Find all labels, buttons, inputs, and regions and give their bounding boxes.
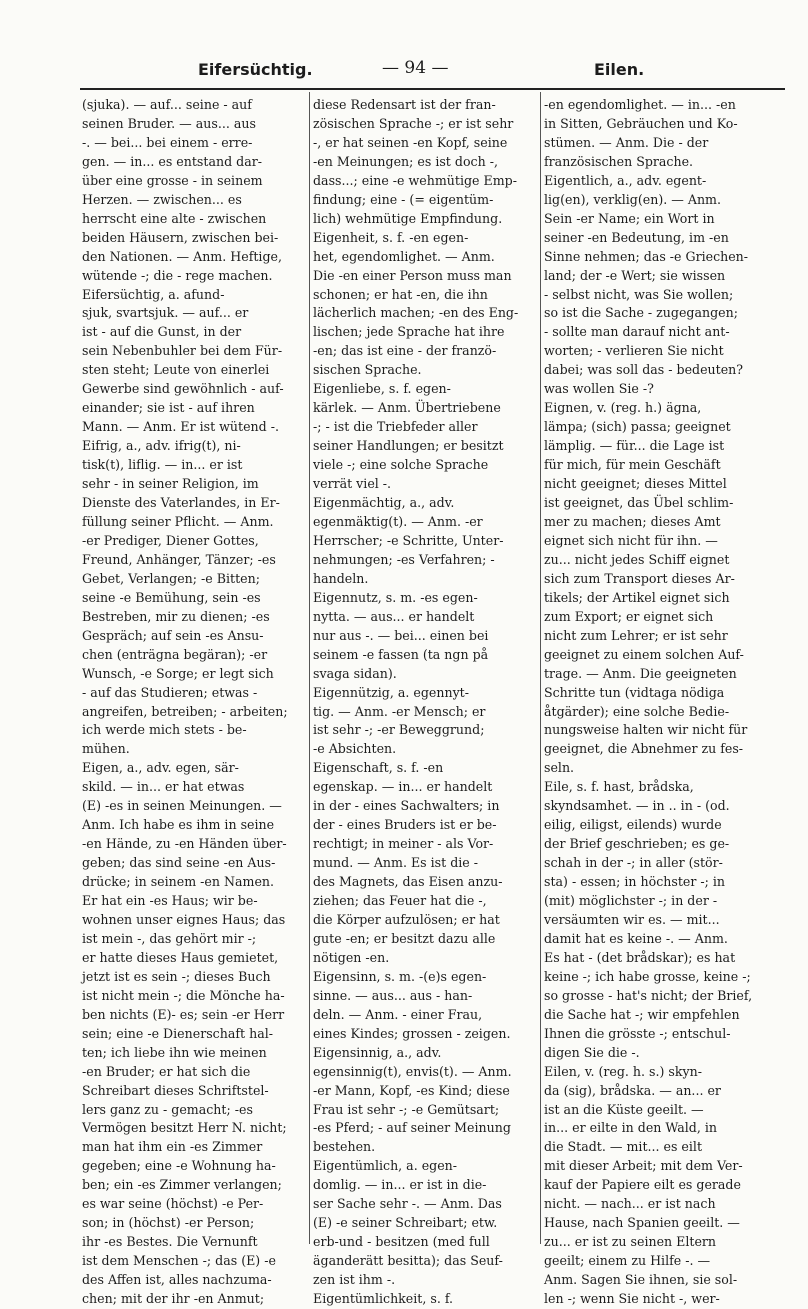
text-line: ich werde mich stets - be-: [82, 722, 247, 738]
text-line: ben nichts (E)- es; sein -er Herr: [82, 1006, 285, 1022]
text-line: wütende -; die - rege machen.: [82, 267, 273, 283]
text-line: er hatte dieses Haus gemietet,: [82, 949, 279, 965]
text-line: damit hat es keine -. — Anm.: [544, 930, 728, 946]
text-line: Gespräch; auf sein -es Ansu-: [82, 627, 264, 643]
text-line: (mit) möglichster -; in der -: [544, 893, 718, 909]
text-line: die Körper aufzulösen; er hat: [313, 911, 500, 927]
text-line: - sollte man darauf nicht ant-: [544, 324, 730, 340]
text-line: lämplig. — für... die Lage ist: [544, 438, 725, 454]
text-line: skyndsamhet. — in .. in - (od.: [544, 798, 730, 814]
header-rule: [80, 88, 785, 90]
text-line: diese Redensart ist der fran-: [313, 97, 496, 112]
text-line: in Sitten, Gebräuchen und Ko-: [544, 115, 738, 131]
text-line: seiner Handlungen; er besitzt: [313, 438, 504, 454]
text-line: seine -e Bemühung, sein -es: [82, 589, 261, 605]
text-line: sten steht; Leute von einerlei: [82, 362, 270, 378]
text-line: nehmungen; -es Verfahren; -: [313, 551, 495, 567]
text-line: worten; - verlieren Sie nicht: [544, 343, 724, 359]
text-line: man hat ihm ein -es Zimmer: [82, 1139, 263, 1155]
text-line: Ihnen die grösste -; entschul-: [544, 1025, 731, 1041]
text-line: svaga sidan).: [313, 665, 397, 681]
text-line: Dienste des Vaterlandes, in Er-: [82, 495, 280, 511]
text-line: Herrscher; -e Schritte, Unter-: [313, 532, 504, 548]
text-line: seln.: [544, 760, 575, 776]
text-line: sta) - essen; in höchster -; in: [544, 874, 726, 890]
text-line: ziehen; das Feuer hat die -,: [313, 893, 487, 909]
text-line: (sjuka). — auf... seine - auf: [82, 97, 252, 112]
text-line: wohnen unser eignes Haus; das: [82, 911, 286, 927]
text-line: herrscht eine alte - zwischen: [82, 210, 267, 226]
text-line: gegeben; eine -e Wohnung ha-: [82, 1158, 276, 1174]
text-line: angreifen, betreiben; - arbeiten;: [82, 703, 288, 719]
text-line: Eigennutz, s. m. -es egen-: [313, 589, 478, 605]
text-line: Eile, s. f. hast, brådska,: [544, 779, 694, 795]
text-line: so ist die Sache - zugegangen;: [544, 305, 738, 321]
text-line: -en egendomlighet. — in... -en: [544, 97, 736, 112]
text-line: tig. — Anm. -er Mensch; er: [313, 703, 486, 719]
text-line: Sein -er Name; ein Wort in: [544, 210, 715, 226]
text-line: ist nicht mein -; die Mönche ha-: [82, 987, 285, 1003]
text-line: egenmäktig(t). — Anm. -er: [313, 513, 483, 529]
text-line: egenskap. — in... er handelt: [313, 779, 493, 795]
text-line: Eigenmächtig, a., adv.: [313, 495, 455, 511]
text-line: domlig. — in... er ist in die-: [313, 1177, 487, 1193]
text-line: sinne. — aus... aus - han-: [313, 987, 473, 1003]
text-line: ser Sache sehr -. — Anm. Das: [313, 1196, 502, 1212]
text-line: handeln.: [313, 570, 369, 586]
text-line: des Affen ist, alles nachzuma-: [82, 1272, 272, 1288]
text-line: geeignet, die Abnehmer zu fes-: [544, 741, 744, 757]
text-line: -, er hat seinen -en Kopf, seine: [313, 134, 508, 150]
text-line: viele -; eine solche Sprache: [313, 457, 489, 473]
text-line: geeignet zu einem solchen Auf-: [544, 646, 744, 662]
text-line: seiner -en Bedeutung, im -en: [544, 229, 729, 245]
text-line: Die -en einer Person muss man: [313, 267, 512, 283]
text-line: Herzen. — zwischen... es: [82, 191, 242, 207]
text-line: bestehen.: [313, 1139, 376, 1155]
text-line: land; der -e Wert; sie wissen: [544, 267, 726, 283]
text-line: Eigen, a., adv. egen, sär-: [82, 760, 239, 776]
text-line: gen. — in... es entstand dar-: [82, 153, 262, 169]
text-line: kärlek. — Anm. Übertriebene: [313, 400, 501, 416]
text-line: füllung seiner Pflicht. — Anm.: [82, 513, 274, 529]
text-line: ben; ein -es Zimmer verlangen;: [82, 1177, 282, 1193]
text-line: seinem -e fassen (ta ngn på: [313, 646, 489, 662]
text-line: lig(en), verklig(en). — Anm.: [544, 191, 721, 207]
text-line: ihr -es Bestes. Die Vernunft: [82, 1234, 258, 1250]
text-line: chen (enträgna begäran); -er: [82, 646, 268, 662]
text-line: nicht geeignet; dieses Mittel: [544, 476, 727, 492]
text-line: versäumten wir es. — mit...: [544, 911, 720, 927]
text-line: zen ist ihm -.: [313, 1272, 396, 1288]
text-line: ist mein -, das gehört mir -;: [82, 930, 257, 946]
text-line: åtgärder); eine solche Bedie-: [544, 703, 730, 719]
text-line: Eifersüchtig, a. afund-: [82, 286, 225, 302]
text-line: die Stadt. — mit... es eilt: [544, 1139, 702, 1155]
text-line: -en Meinungen; es ist doch -,: [313, 153, 498, 169]
text-line: mühen.: [82, 741, 130, 757]
text-line: -en; das ist eine - der franzö-: [313, 343, 497, 359]
text-line: nötigen -en.: [313, 949, 390, 965]
text-line: Eigenliebe, s. f. egen-: [313, 381, 451, 397]
text-line: deln. — Anm. - einer Frau,: [313, 1006, 483, 1022]
text-line: ten; ich liebe ihn wie meinen: [82, 1044, 267, 1060]
text-line: Eigenschaft, s. f. -en: [313, 760, 444, 776]
text-line: sich zum Transport dieses Ar-: [544, 570, 735, 586]
text-line: lers ganz zu - gemacht; -es: [82, 1101, 253, 1117]
text-line: Eigentümlich, a. egen-: [313, 1158, 458, 1174]
text-line: -en Bruder; er hat sich die: [82, 1063, 251, 1079]
text-line: Anm. Sagen Sie ihnen, sie sol-: [544, 1272, 738, 1288]
text-line: lich) wehmütige Empfindung.: [313, 210, 503, 226]
text-line: schonen; er hat -en, die ihn: [313, 286, 488, 302]
text-line: beiden Häusern, zwischen bei-: [82, 229, 279, 245]
text-line: einander; sie ist - auf ihren: [82, 400, 255, 416]
text-line: der Brief geschrieben; es ge-: [544, 836, 730, 852]
text-line: drücke; in seinem -en Namen.: [82, 874, 275, 890]
text-line: Wunsch, -e Sorge; er legt sich: [82, 665, 274, 681]
text-line: schah in der -; in aller (stör-: [544, 855, 723, 871]
text-line: dass...; eine -e wehmütige Emp-: [313, 172, 517, 188]
text-line: dabei; was soll das - bedeuten?: [544, 362, 744, 378]
text-line: die Sache hat -; wir empfehlen: [544, 1006, 740, 1022]
text-line: Gebet, Verlangen; -e Bitten;: [82, 570, 260, 586]
text-line: sjuk, svartsjuk. — auf... er: [82, 305, 249, 321]
text-line: Er hat ein -es Haus; wir be-: [82, 893, 258, 909]
text-line: geben; das sind seine -en Aus-: [82, 855, 276, 871]
text-line: mund. — Anm. Es ist die -: [313, 855, 478, 871]
text-line: kauf der Papiere eilt es gerade: [544, 1177, 741, 1193]
text-line: nicht zum Lehrer; er ist sehr: [544, 627, 728, 643]
column-1: [82, 96, 308, 1307]
text-line: findung; eine - (= eigentüm-: [313, 191, 494, 207]
text-line: -es Pferd; - auf seiner Meinung: [313, 1120, 511, 1136]
text-line: mer zu machen; dieses Amt: [544, 513, 721, 529]
text-line: nytta. — aus... er handelt: [313, 608, 475, 624]
text-line: Es hat - (det brådskar); es hat: [544, 949, 736, 965]
text-line: verrät viel -.: [313, 476, 392, 492]
column-3: [544, 96, 770, 1307]
text-line: für mich, für mein Geschäft: [544, 457, 721, 473]
text-line: nungsweise halten wir nicht für: [544, 722, 748, 738]
text-line: Mann. — Anm. Er ist wütend -.: [82, 419, 279, 435]
text-line: zösischen Sprache -; er ist sehr: [313, 115, 514, 131]
text-line: den Nationen. — Anm. Heftige,: [82, 248, 282, 264]
text-line: Eigenheit, s. f. -en egen-: [313, 229, 469, 245]
text-line: Eigentümlichkeit, s. f.: [313, 1291, 454, 1307]
text-line: egensinnig(t), envis(t). — Anm.: [313, 1063, 512, 1079]
text-line: ist sehr -; -er Beweggrund;: [313, 722, 485, 738]
text-line: len -; wenn Sie nicht -, wer-: [544, 1291, 720, 1307]
text-line: Bestreben, mir zu dienen; -es: [82, 608, 270, 624]
text-line: -; - ist die Triebfeder aller: [313, 419, 478, 435]
text-line: het, egendomlighet. — Anm.: [313, 248, 495, 264]
text-line: da (sig), brådska. — an... er: [544, 1082, 721, 1098]
text-line: geeilt; einem zu Hilfe -. —: [544, 1253, 711, 1269]
text-line: Freund, Anhänger, Tänzer; -es: [82, 551, 276, 567]
column-divider-2: [540, 92, 541, 1244]
text-line: ist - auf die Gunst, in der: [82, 324, 242, 340]
text-line: äganderätt besitta); das Seuf-: [313, 1253, 503, 1269]
text-line: französischen Sprache.: [544, 153, 694, 169]
text-line: mit dieser Arbeit; mit dem Ver-: [544, 1158, 743, 1174]
text-line: eignet sich nicht für ihn. —: [544, 532, 718, 548]
text-line: keine -; ich habe grosse, keine -;: [544, 968, 751, 984]
text-line: Sinne nehmen; das -e Griechen-: [544, 248, 749, 264]
text-line: es war seine (höchst) -e Per-: [82, 1196, 264, 1212]
text-line: - selbst nicht, was Sie wollen;: [544, 286, 734, 302]
text-line: Schreibart dieses Schriftstel-: [82, 1082, 269, 1098]
text-line: -er Mann, Kopf, -es Kind; diese: [313, 1082, 510, 1098]
text-line: stümen. — Anm. Die - der: [544, 134, 709, 150]
text-line: des Magnets, das Eisen anzu-: [313, 874, 503, 890]
text-line: -. — bei... bei einem - erre-: [82, 134, 253, 150]
text-line: Eigentlich, a., adv. egent-: [544, 172, 707, 188]
text-line: der - eines Bruders ist er be-: [313, 817, 497, 833]
text-line: (E) -e seiner Schreibart; etw.: [313, 1215, 498, 1231]
text-line: ist an die Küste geeilt. —: [544, 1101, 704, 1117]
text-line: in... er eilte in den Wald, in: [544, 1120, 718, 1136]
text-line: -e Absichten.: [313, 741, 397, 757]
text-line: trage. — Anm. Die geeigneten: [544, 665, 737, 681]
page-header: [70, 56, 770, 86]
text-line: -en Hände, zu -en Händen über-: [82, 836, 287, 852]
text-line: Vermögen besitzt Herr N. nicht;: [82, 1120, 287, 1136]
text-line: Eigennützig, a. egennyt-: [313, 684, 469, 700]
text-line: tikels; der Artikel eignet sich: [544, 589, 730, 605]
text-line: Eifrig, a., adv. ifrig(t), ni-: [82, 438, 241, 454]
text-line: ist dem Menschen -; das (E) -e: [82, 1253, 276, 1269]
text-line: lischen; jede Sprache hat ihre: [313, 324, 505, 340]
text-line: lämpa; (sich) passa; geeignet: [544, 419, 731, 435]
text-line: ist geeignet, das Übel schlim-: [544, 495, 734, 511]
text-line: über eine grosse - in seinem: [82, 172, 263, 188]
text-line: digen Sie die -.: [544, 1044, 640, 1060]
text-line: jetzt ist es sein -; dieses Buch: [82, 968, 271, 984]
text-line: Frau ist sehr -; -e Gemütsart;: [313, 1101, 500, 1117]
header-left-headword: Eifersüchtig.: [198, 60, 313, 79]
text-line: sein Nebenbuhler bei dem Für-: [82, 343, 283, 359]
text-line: skild. — in... er hat etwas: [82, 779, 245, 795]
page-number: — 94 —: [382, 58, 449, 78]
text-line: so grosse - hat's nicht; der Brief,: [544, 987, 753, 1003]
text-line: tisk(t), liflig. — in... er ist: [82, 457, 243, 473]
text-line: eilig, eiligst, eilends) wurde: [544, 817, 722, 833]
text-line: Eigensinn, s. m. -(e)s egen-: [313, 968, 487, 984]
text-line: chen; mit der ihr -en Anmut;: [82, 1291, 265, 1307]
text-line: Eignen, v. (reg. h.) ägna,: [544, 400, 702, 416]
text-line: Schritte tun (vidtaga nödiga: [544, 684, 725, 700]
text-line: Hause, nach Spanien geeilt. —: [544, 1215, 740, 1231]
text-line: seinen Bruder. — aus... aus: [82, 115, 256, 131]
text-line: eines Kindes; grossen - zeigen.: [313, 1025, 511, 1041]
text-line: Eilen, v. (reg. h. s.) skyn-: [544, 1063, 702, 1079]
text-line: Eigensinnig, a., adv.: [313, 1044, 442, 1060]
column-2: [313, 96, 539, 1307]
text-line: zu... nicht jedes Schiff eignet: [544, 551, 730, 567]
text-line: sein; eine -e Dienerschaft hal-: [82, 1025, 273, 1041]
text-line: gute -en; er besitzt dazu alle: [313, 930, 496, 946]
text-line: son; in (höchst) -er Person;: [82, 1215, 255, 1231]
text-line: in der - eines Sachwalters; in: [313, 798, 500, 814]
text-line: rechtigt; in meiner - als Vor-: [313, 836, 494, 852]
text-line: zu... er ist zu seinen Eltern: [544, 1234, 717, 1250]
text-line: nicht. — nach... er ist nach: [544, 1196, 716, 1212]
column-divider-1: [309, 92, 310, 1244]
text-line: sischen Sprache.: [313, 362, 422, 378]
text-line: (E) -es in seinen Meinungen. —: [82, 798, 282, 814]
text-line: nur aus -. — bei... einen bei: [313, 627, 489, 643]
text-line: sehr - in seiner Religion, im: [82, 476, 259, 492]
text-line: Gewerbe sind gewöhnlich - auf-: [82, 381, 284, 397]
text-line: - auf das Studieren; etwas -: [82, 684, 258, 700]
header-right-headword: Eilen.: [594, 60, 645, 79]
text-line: erb-und - besitzen (med full: [313, 1234, 490, 1250]
text-line: zum Export; er eignet sich: [544, 608, 714, 624]
text-line: -er Prediger, Diener Gottes,: [82, 532, 259, 548]
text-line: lächerlich machen; -en des Eng-: [313, 305, 519, 321]
text-line: Anm. Ich habe es ihm in seine: [82, 817, 275, 833]
text-line: was wollen Sie -?: [544, 381, 654, 397]
